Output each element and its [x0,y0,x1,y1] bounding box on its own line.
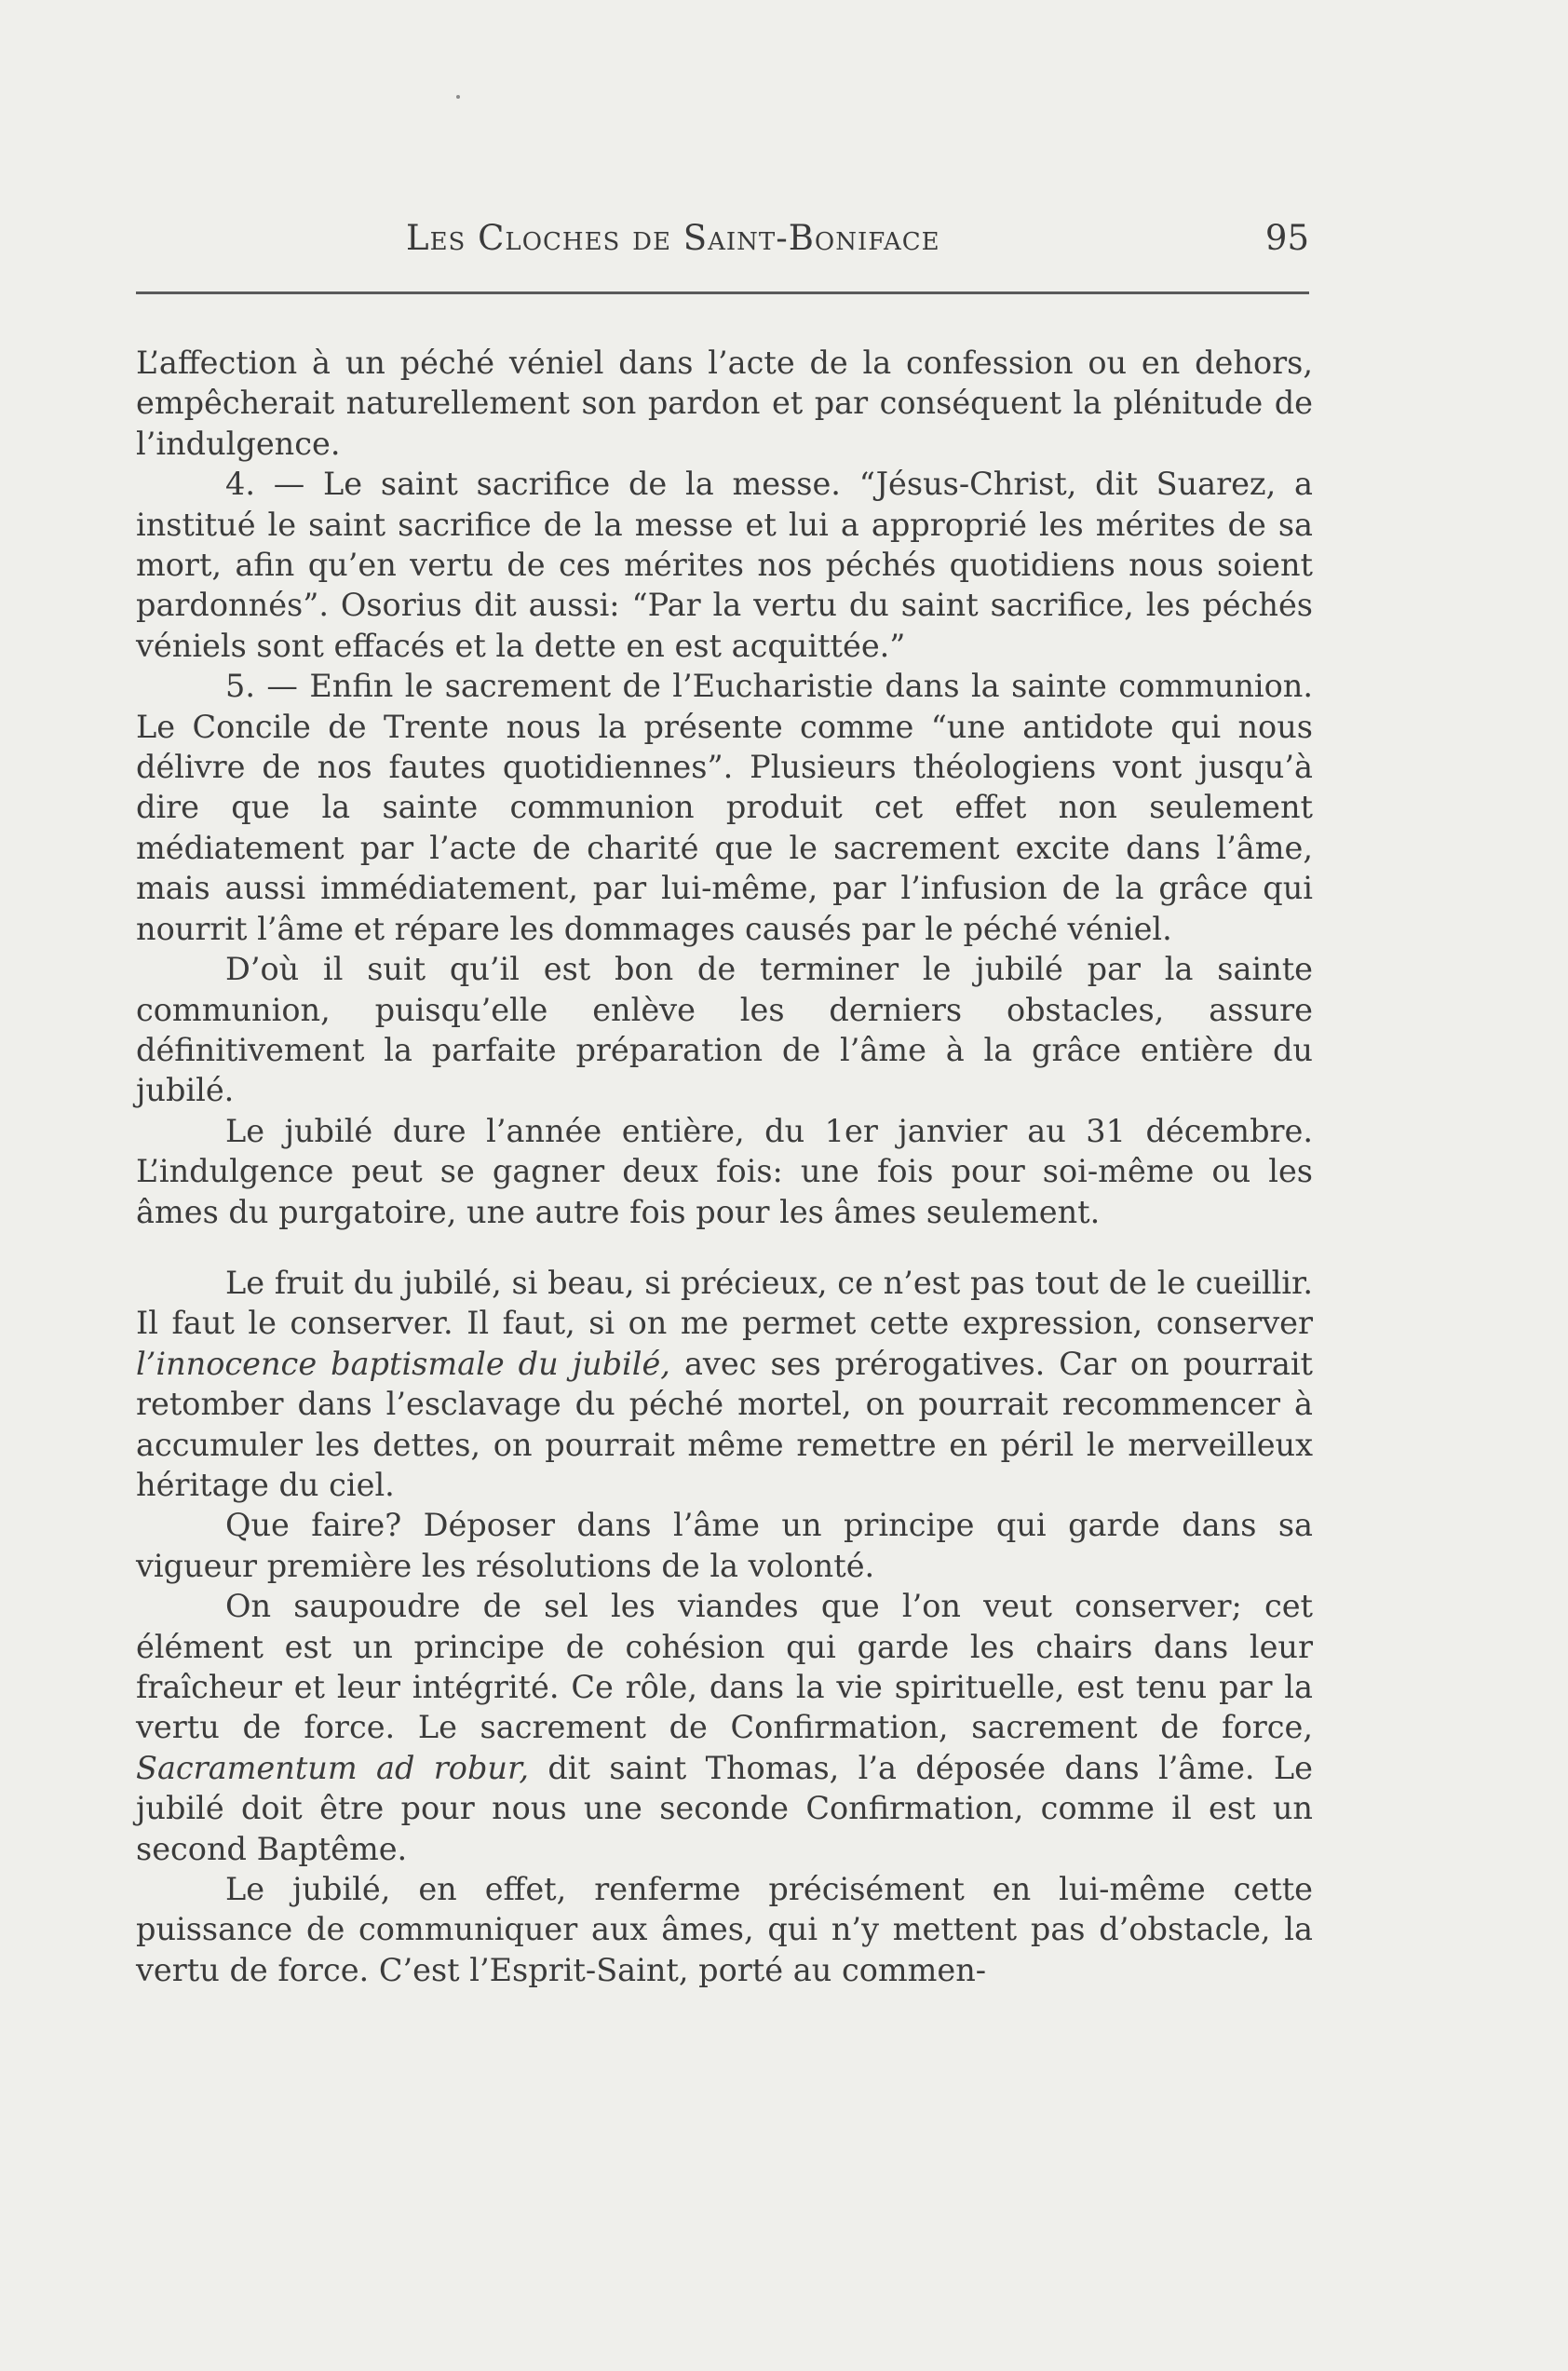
paragraph-3: 5. — Enfin le sacrement de l’Eucharistie dans la sainte communion. Le Concile de Trente nous la présente comme “une antidote qui nous délivre de nos fautes quotidiennes”. Plusieurs théologiens vont jusqu’à dire que la sainte communion produit cet effet non seulement médiatement par l’acte de charité que le sacrement excite dans l’âme, mais aussi immédiatement, par lui-même, par l’infusion de la grâce qui nourrit l’âme et répare les dommages causés par le péché véniel. [136,668,1313,947]
paragraph-6-text-end: avec ses prérogatives. Car on pourrait retomber dans l’esclavage du péché mortel, on pourrait recommencer à accumuler les dettes, on pourrait même remettre en péril le merveilleux héritage du ciel. [136,1345,1313,1503]
paper-speck [456,95,460,99]
paragraph-4: D’où il suit qu’il est bon de terminer le jubilé par la sainte communion, puisqu’elle enlève les derniers obstacles, assure définitivement la parfaite préparation de l’âme à la grâce entière du jubilé. [136,951,1313,1109]
paragraph-2: 4. — Le saint sacrifice de la messe. “Jésus-Christ, dit Suarez, a institué le saint sacrifice de la messe et lui a approprié les mérites de sa mort, afin qu’en vertu de ces mérites nos péchés quotidiens nous soient pardonnés”. Osorius dit aussi: “Par la vertu du saint sacrifice, les péchés véniels sont effacés et la dette en est acquittée.” [136,466,1313,664]
paragraph-8 [136,1586,1313,1869]
paragraph-8-italic: Sacramentum ad robur, [136,1749,529,1786]
paragraph-6 [136,1263,1313,1505]
paragraph-1: L’affection à un péché véniel dans l’acte de la confession ou en dehors, empêcherait naturellement son pardon et par conséquent la plénitude de l’indulgence. [136,345,1313,462]
page-number: 95 [1264,218,1309,258]
paragraph-8-text: On saupoudre de sel les viandes que l’on veut conserver; cet élément est un principe de cohésion qui garde les chairs dans leur fraîcheur et leur intégrité. Ce rôle, dans la vie spirituelle, est tenu par la vertu de force. Le sacrement de Confirmation, sacrement de force, [136,1588,1313,1746]
paragraph-6-italic: l’innocence baptismale du jubilé, [136,1345,670,1382]
body-text [136,343,1313,1990]
paragraph-8-text-end: dit saint Thomas, l’a déposée dans l’âme. Le jubilé doit être pour nous une seconde Confirmation, comme il est un second Baptême. [136,1749,1313,1867]
page-header [136,218,1309,274]
paragraph-5: Le jubilé dure l’année entière, du 1er janvier au 31 décembre. L’indulgence peut se gagner deux fois: une fois pour soi-même ou les âmes du purgatoire, une autre fois pour les âmes seulement. [136,1112,1313,1230]
paragraph-7: Que faire? Déposer dans l’âme un principe qui garde dans sa vigueur première les résolutions de la volonté. [136,1507,1313,1584]
paragraph-9: Le jubilé, en effet, renferme précisément en lui-même cette puissance de communiquer aux âmes, qui n’y mettent pas d’obstacle, la vertu de force. C’est l’Esprit-Saint, porté au commen- [136,1871,1313,1988]
paragraph-6-text: Le fruit du jubilé, si beau, si précieux, ce n’est pas tout de le cueillir. Il faut le conserver. Il faut, si on me permet cette expression, conserver [136,1264,1313,1342]
header-rule [136,291,1309,294]
running-title: Les Cloches de Saint-Boniface [406,218,940,258]
